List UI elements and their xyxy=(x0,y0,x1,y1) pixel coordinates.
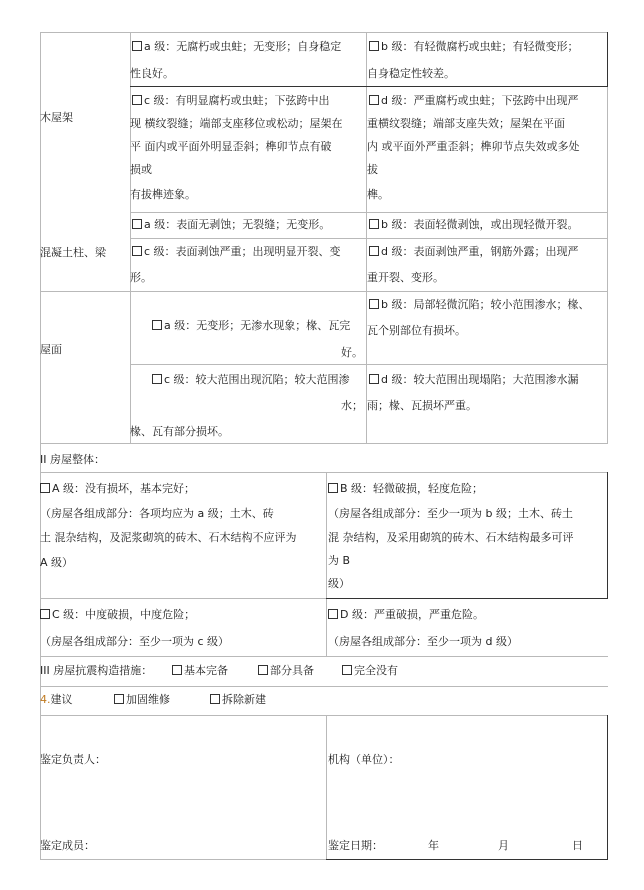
whole-grade-B-line4: 为 B xyxy=(328,554,351,567)
whole-grade-A-line4: A 级） xyxy=(40,556,74,569)
wood-grade-a-text: 性良好。 xyxy=(130,67,174,80)
concrete-label: 混凝土柱、梁 xyxy=(40,246,106,259)
whole-grade-B-line5: 级） xyxy=(328,577,350,590)
advice-option-reinforce[interactable]: 加固维修 xyxy=(114,692,170,708)
whole-grade-A-line2: （房屋各组成部分：各项均应为 a 级；土木、砖 xyxy=(40,507,274,520)
wood-grade-d-line2: 重横纹裂缝；端部支座失效；屋架在平面 xyxy=(367,117,565,130)
wood-grade-c-line3: 平 面内或平面外明显歪斜；榫卯节点有破 xyxy=(130,140,332,153)
date-year-label: 年 xyxy=(428,839,439,852)
roof-grade-b-line2: 瓦个别部位有损坏。 xyxy=(367,324,466,337)
roof-grade-a-checkbox[interactable]: a 级：无变形；无渗水现象；椽、瓦完 xyxy=(152,318,350,334)
roof-grade-a-line2: 好。 xyxy=(341,346,363,359)
roof-grade-d-line2: 雨；椽、瓦损坏严重。 xyxy=(367,399,477,412)
roof-grade-c-checkbox[interactable]: c 级：较大范围出现沉陷；较大范围渗 xyxy=(152,372,350,388)
whole-grade-C-checkbox[interactable]: C 级：中度破损，中度危险； xyxy=(40,607,195,623)
concrete-grade-b-checkbox[interactable]: b 级：表面轻微剥蚀，或出现轻微开裂。 xyxy=(369,217,578,233)
organization-label: 机构（单位）： xyxy=(328,753,400,766)
appraisal-members-label: 鉴定成员： xyxy=(40,839,95,852)
advice-number: 4. xyxy=(40,693,51,706)
concrete-grade-a-checkbox[interactable]: a 级：表面无剥蚀；无裂缝；无变形。 xyxy=(132,217,330,233)
advice-text: 建议 xyxy=(50,693,73,706)
wood-grade-d-line5: 榫。 xyxy=(367,188,389,201)
wood-grade-b-checkbox[interactable]: b 级：有轻微腐朽或虫蛀；有轻微变形； xyxy=(369,39,578,55)
wood-grade-c-line2: 现 横纹裂缝；端部支座移位或松动；屋架在 xyxy=(130,117,343,130)
appraisal-leader-label: 鉴定负责人： xyxy=(40,753,106,766)
roof-grade-c-line3: 椽、瓦有部分损坏。 xyxy=(130,425,229,438)
wood-grade-c-line4: 损或 xyxy=(130,163,152,176)
concrete-grade-c-checkbox[interactable]: c 级：表面剥蚀严重；出现明显开裂、变 xyxy=(132,244,341,260)
whole-grade-B-checkbox[interactable]: B 级：轻微破损，轻度危险； xyxy=(328,481,483,497)
wood-grade-d-line4: 拔 xyxy=(367,163,378,176)
roof-grade-c-line2: 水； xyxy=(341,399,363,412)
whole-grade-B-line2: （房屋各组成部分：至少一项为 b 级；土木、砖土 xyxy=(328,507,573,520)
appraisal-date-label: 鉴定日期： xyxy=(328,839,383,852)
seismic-option-none[interactable]: 完全没有 xyxy=(342,663,398,679)
wood-truss-label: 木屋架 xyxy=(40,111,73,124)
advice-label xyxy=(40,692,73,708)
whole-grade-C-line2: （房屋各组成部分：至少一项为 c 级） xyxy=(40,635,230,648)
whole-grade-D-checkbox[interactable]: D 级：严重破损，严重危险。 xyxy=(328,607,484,623)
wood-grade-b-text: 自身稳定性较差。 xyxy=(367,67,455,80)
roof-grade-b-checkbox[interactable]: b 级：局部轻微沉陷；较小范围渗水；椽、 xyxy=(369,297,589,313)
wood-grade-c-checkbox[interactable]: c 级：有明显腐朽或虫蛀；下弦跨中出 xyxy=(132,93,330,109)
seismic-option-partial[interactable]: 部分具备 xyxy=(258,663,314,679)
date-month-label: 月 xyxy=(498,839,509,852)
whole-grade-B-line3: 混 杂结构，及采用砌筑的砖木、石木结构最多可评 xyxy=(328,531,574,544)
advice-option-rebuild[interactable]: 拆除新建 xyxy=(210,692,266,708)
roof-grade-d-checkbox[interactable]: d 级：较大范围出现塌陷；大范围渗水漏 xyxy=(369,372,578,388)
wood-grade-c-line5: 有拔榫迹象。 xyxy=(130,188,196,201)
whole-grade-A-checkbox[interactable]: A 级：没有损坏，基本完好； xyxy=(40,481,195,497)
seismic-option-complete[interactable]: 基本完备 xyxy=(172,663,228,679)
concrete-grade-c-line2: 形。 xyxy=(130,271,152,284)
whole-heading: II 房屋整体： xyxy=(40,453,105,466)
date-day-label: 日 xyxy=(572,839,583,852)
whole-grade-D-line2: （房屋各组成部分：至少一项为 d 级） xyxy=(328,635,518,648)
whole-grade-A-line3: 土 混杂结构，及泥浆砌筑的砖木、石木结构不应评为 xyxy=(40,531,297,544)
roof-label: 屋面 xyxy=(40,343,62,356)
wood-grade-d-line3: 内 或平面外严重歪斜；榫卯节点失效或多处 xyxy=(367,140,580,153)
concrete-grade-d-checkbox[interactable]: d 级：表面剥蚀严重，钢筋外露；出现严 xyxy=(369,244,578,260)
wood-grade-d-checkbox[interactable]: d 级：严重腐朽或虫蛀；下弦跨中出现严 xyxy=(369,93,578,109)
concrete-grade-d-line2: 重开裂、变形。 xyxy=(367,271,444,284)
wood-grade-a-checkbox[interactable]: a 级：无腐朽或虫蛀；无变形；自身稳定 xyxy=(132,39,341,55)
seismic-label: III 房屋抗震构造措施： xyxy=(40,664,153,677)
